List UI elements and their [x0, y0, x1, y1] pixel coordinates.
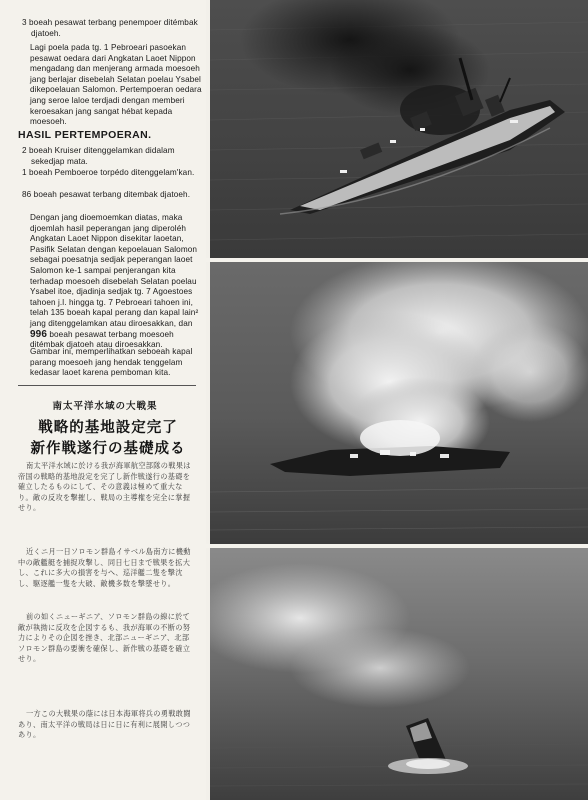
japanese-kicker: 南太平洋水域の大戦果	[52, 401, 158, 412]
bombed-ship-smoke-photo	[210, 262, 588, 544]
paragraph-air-attack: Lagi poela pada tg. 1 Pebroeari pasoekan pesawat oedara dari Angkatan Laoet Nippon mengadang dan menjerang armada moesoeh jang berlajar disebelah Selatan poelau Ysabel dikepoelauan Salomon. Pertempoeran oedara jang seroe laloe terdjadi dengan memberi keroesakan jang sangat hébat kepada moesoeh.	[30, 43, 202, 127]
burning-warship-photo	[210, 0, 588, 258]
sinking-ship-photo	[210, 548, 588, 800]
paragraph-fighters-downed: 3 boeah pesawat terbang penempoer ditémbak djatoeh.	[22, 18, 198, 38]
japanese-body-4: 一方この大戦果の蔭には日本海軍将兵の勇戦敢闘あり、南太平洋の戦局は日に日に有利に展開しつつあり。	[18, 709, 191, 740]
total-results-tail: boeah pesawat terbang moesoeh ditémbak djatoeh atau diroesakkan.	[30, 329, 174, 350]
total-aircraft-number: 996	[30, 328, 47, 340]
paragraph-photo-caption: Gambar ini, memperlihatkan seboeah kapal parang moesoeh jang hendak tenggelam kedasar laoet karena pemboman kita.	[30, 347, 193, 378]
japanese-body-1: 南太平洋水域に於ける我が海軍航空部隊の戦果は帝国の戦略的基地設定を完了し新作戦遂行の基礎を確立したるものにして、その意義は極めて重大なり。敵の反攻を撃摧し、戦局の主導権を完全に掌握せり。	[18, 461, 191, 513]
result-aircraft: 86 boeah pesawat terbang ditembak djatoeh.	[22, 190, 191, 199]
japanese-title-line-1: 戦略的基地設定完了	[38, 419, 178, 436]
section-divider	[18, 385, 196, 386]
result-destroyer: 1 boeah Pemboeroe torpédo ditenggelam'kan.	[22, 168, 195, 177]
section-heading: HASIL PERTEMPOERAN.	[18, 129, 152, 141]
total-results-text: Dengan jang dioemoemkan diatas, maka djoemlah hasil peperangan jang diperoléh Angkatan Laoet Nippon disekitar laoetan, Pasifik Selatan dengan kepoelauan Salomon sebagai poesatnja sedjak peperangan laoet Salomon ke-1 sampai penjerangan kita terhadap moesoeh disebelah Selatan poelau Ysabel itoe, djadinja sedjak tg. 7 Agoestoes tahoen j.l. hingga tg. 7 Pebroeari tahoen ini, telah 135 boeah kapal perang dan kapal lain² jang ditenggelamkan atau diroesakkan, dan	[30, 213, 199, 328]
result-cruisers: 2 boeah Kruiser ditenggelamkan didalam sekedjap mata.	[22, 146, 175, 166]
paragraph-total-results	[18, 213, 206, 351]
japanese-body-2: 近くニ月一日ソロモン群島イサベル島南方に機動中の敵艦艇を捕捉攻撃し、同日七日まで戦果を拡大し、これに多大の損害を与へ、巡洋艦二隻を撃沈し、駆逐艦一隻を大破、敵機多数を撃墜せり。	[18, 547, 191, 588]
japanese-body-3: 前の如くニューギニア、ソロモン群島の線に於て敵が執拗に反攻を企図するも、我が海軍の不断の努力によりその企図を挫き、北部ニューギニア、北部ソロモン群島の要衝を確保し、新作戦の基礎を確立せり。	[18, 612, 191, 664]
text-column	[0, 0, 206, 800]
japanese-title-line-2: 新作戦遂行の基礎成る	[30, 440, 186, 457]
